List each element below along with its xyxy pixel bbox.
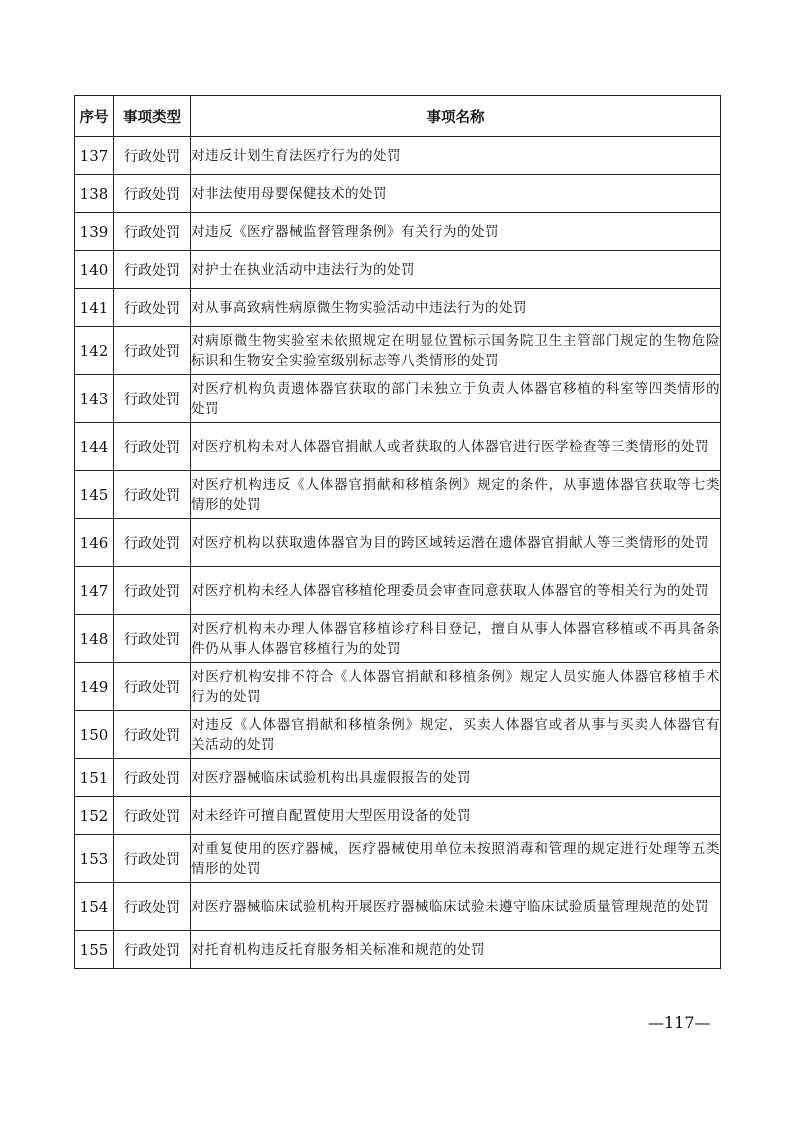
row-number: 142 <box>75 327 114 375</box>
row-number: 147 <box>75 567 114 615</box>
row-number: 144 <box>75 423 114 471</box>
row-type: 行政处罚 <box>114 251 191 289</box>
row-number: 149 <box>75 663 114 711</box>
row-type: 行政处罚 <box>114 327 191 375</box>
row-name: 对病原微生物实验室未依照规定在明显位置标示国务院卫生主管部门规定的生物危险标识和生物安全实验室级别标志等八类情形的处罚 <box>191 327 721 375</box>
row-name: 对违反计划生育法医疗行为的处罚 <box>191 137 721 175</box>
row-number: 139 <box>75 213 114 251</box>
row-number: 155 <box>75 931 114 969</box>
row-type: 行政处罚 <box>114 289 191 327</box>
row-type: 行政处罚 <box>114 519 191 567</box>
row-number: 141 <box>75 289 114 327</box>
header-row <box>75 96 721 137</box>
table-row <box>75 251 721 289</box>
table-row <box>75 835 721 883</box>
row-name: 对医疗机构以获取遗体器官为目的跨区域转运潜在遗体器官捐献人等三类情形的处罚 <box>191 519 721 567</box>
row-type: 行政处罚 <box>114 471 191 519</box>
header-num: 序号 <box>75 96 114 137</box>
table-row <box>75 567 721 615</box>
table-row <box>75 137 721 175</box>
row-number: 137 <box>75 137 114 175</box>
row-type: 行政处罚 <box>114 931 191 969</box>
row-type: 行政处罚 <box>114 375 191 423</box>
table-row <box>75 327 721 375</box>
row-number: 140 <box>75 251 114 289</box>
row-name: 对未经许可擅自配置使用大型医用设备的处罚 <box>191 797 721 835</box>
row-type: 行政处罚 <box>114 835 191 883</box>
row-type: 行政处罚 <box>114 213 191 251</box>
table-row <box>75 375 721 423</box>
row-name: 对非法使用母婴保健技术的处罚 <box>191 175 721 213</box>
table-row <box>75 931 721 969</box>
row-type: 行政处罚 <box>114 567 191 615</box>
row-name: 对医疗机构违反《人体器官捐献和移植条例》规定的条件，从事遗体器官获取等七类情形的处罚 <box>191 471 721 519</box>
row-type: 行政处罚 <box>114 423 191 471</box>
table-row <box>75 711 721 759</box>
row-number: 138 <box>75 175 114 213</box>
row-number: 146 <box>75 519 114 567</box>
row-name: 对医疗机构未经人体器官移植伦理委员会审查同意获取人体器官的等相关行为的处罚 <box>191 567 721 615</box>
table-row <box>75 289 721 327</box>
header-name: 事项名称 <box>191 96 721 137</box>
table-row <box>75 175 721 213</box>
row-name: 对护士在执业活动中违法行为的处罚 <box>191 251 721 289</box>
page-number: —117— <box>648 1013 711 1032</box>
header-type: 事项类型 <box>114 96 191 137</box>
row-number: 150 <box>75 711 114 759</box>
table-row <box>75 471 721 519</box>
row-name: 对违反《医疗器械监督管理条例》有关行为的处罚 <box>191 213 721 251</box>
row-name: 对医疗机构安排不符合《人体器官捐献和移植条例》规定人员实施人体器官移植手术行为的处罚 <box>191 663 721 711</box>
row-type: 行政处罚 <box>114 175 191 213</box>
row-type: 行政处罚 <box>114 797 191 835</box>
row-number: 154 <box>75 883 114 931</box>
row-number: 151 <box>75 759 114 797</box>
row-type: 行政处罚 <box>114 663 191 711</box>
table-row <box>75 759 721 797</box>
row-type: 行政处罚 <box>114 883 191 931</box>
row-name: 对医疗机构未办理人体器官移植诊疗科目登记，擅自从事人体器官移植或不再具备条件仍从事人体器官移植行为的处罚 <box>191 615 721 663</box>
row-name: 对违反《人体器官捐献和移植条例》规定，买卖人体器官或者从事与买卖人体器官有关活动的处罚 <box>191 711 721 759</box>
table-row <box>75 615 721 663</box>
row-name: 对医疗器械临床试验机构开展医疗器械临床试验未遵守临床试验质量管理规范的处罚 <box>191 883 721 931</box>
table-row <box>75 519 721 567</box>
row-number: 152 <box>75 797 114 835</box>
table-row <box>75 213 721 251</box>
row-name: 对医疗器械临床试验机构出具虚假报告的处罚 <box>191 759 721 797</box>
table-row <box>75 663 721 711</box>
table-row <box>75 883 721 931</box>
row-name: 对医疗机构未对人体器官捐献人或者获取的人体器官进行医学检查等三类情形的处罚 <box>191 423 721 471</box>
row-type: 行政处罚 <box>114 759 191 797</box>
row-name: 对托育机构违反托育服务相关标准和规范的处罚 <box>191 931 721 969</box>
row-name: 对从事高致病性病原微生物实验活动中违法行为的处罚 <box>191 289 721 327</box>
items-table <box>74 95 721 969</box>
row-number: 145 <box>75 471 114 519</box>
row-number: 148 <box>75 615 114 663</box>
row-type: 行政处罚 <box>114 615 191 663</box>
row-type: 行政处罚 <box>114 137 191 175</box>
table-row <box>75 797 721 835</box>
row-type: 行政处罚 <box>114 711 191 759</box>
table-row <box>75 423 721 471</box>
row-number: 153 <box>75 835 114 883</box>
row-name: 对重复使用的医疗器械，医疗器械使用单位未按照消毒和管理的规定进行处理等五类情形的处罚 <box>191 835 721 883</box>
row-number: 143 <box>75 375 114 423</box>
row-name: 对医疗机构负责遗体器官获取的部门未独立于负责人体器官移植的科室等四类情形的处罚 <box>191 375 721 423</box>
